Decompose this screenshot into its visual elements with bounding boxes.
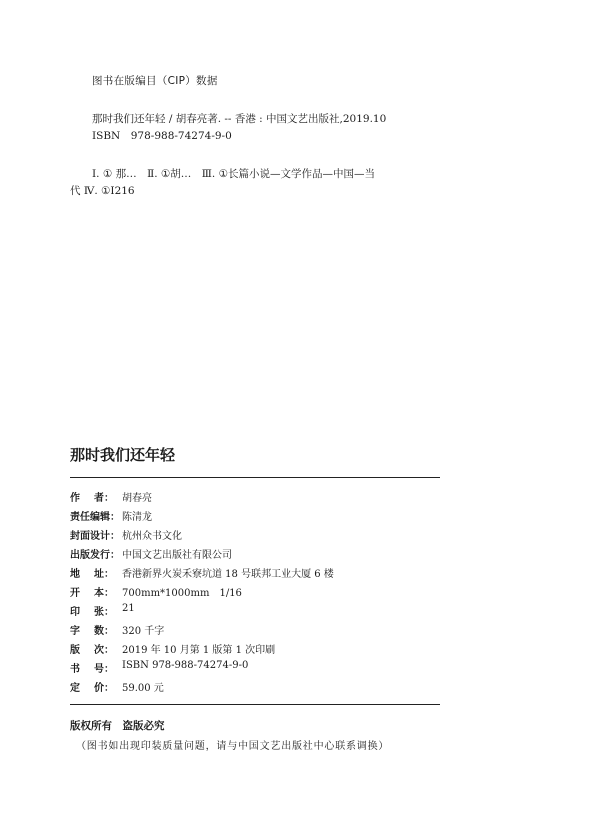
info-label: 作 者： — [70, 493, 114, 504]
info-label: 封面设计： — [70, 531, 120, 542]
info-value: 杭州众书文化 — [122, 531, 182, 542]
info-value: ISBN 978-988-74274-9-0 — [122, 660, 249, 671]
cip-classification-line: Ⅰ. ① 那… Ⅱ. ①胡… Ⅲ. ①长篇小说—文学作品—中国—当 — [92, 168, 376, 180]
cip-classification-line-cont: 代 Ⅳ. ①I216 — [70, 185, 135, 197]
info-row-isbn — [70, 660, 248, 675]
info-value: 香港新界火炭禾寮坑道 18 号联邦工业大厦 6 楼 — [122, 569, 334, 580]
info-label: 定 价： — [70, 683, 114, 694]
info-value: 320 千字 — [122, 626, 165, 637]
info-label: 责任编辑： — [70, 512, 120, 523]
info-label: 地 址： — [70, 569, 114, 580]
info-row-format — [70, 584, 242, 599]
info-value: 21 — [122, 603, 135, 614]
info-row-price — [70, 679, 164, 694]
title-rule — [70, 477, 440, 478]
info-label: 印 张： — [70, 607, 114, 618]
info-row-sheets — [70, 603, 135, 618]
info-value: 59.00 元 — [122, 683, 164, 694]
info-label: 开 本： — [70, 588, 114, 599]
info-label: 书 号： — [70, 664, 114, 675]
info-row-author — [70, 489, 152, 504]
info-row-editor — [70, 508, 152, 523]
info-row-edition — [70, 641, 275, 656]
info-value: 2019 年 10 月第 1 版第 1 次印刷 — [122, 645, 276, 656]
info-rule — [70, 704, 440, 705]
cip-heading: 图书在版编目（CIP）数据 — [92, 75, 218, 87]
info-value: 中国文艺出版社有限公司 — [122, 550, 232, 561]
copyright-notice: 版权所有 盗版必究 — [70, 720, 165, 732]
info-row-publisher — [70, 546, 232, 561]
info-label: 版 次： — [70, 645, 114, 656]
info-value: 陈清龙 — [122, 512, 152, 523]
info-label: 字 数： — [70, 626, 114, 637]
info-row-cover-design — [70, 527, 182, 542]
info-row-address — [70, 565, 334, 580]
info-row-word-count — [70, 622, 164, 637]
info-value: 胡春亮 — [122, 493, 152, 504]
cip-title-line: 那时我们还年轻 / 胡春亮著. -- 香港 : 中国文艺出版社,2019.10 — [92, 113, 387, 125]
info-label: 出版发行： — [70, 550, 120, 561]
info-value: 700mm*1000mm 1/16 — [122, 588, 242, 599]
book-title: 那时我们还年轻 — [70, 446, 176, 464]
quality-note: （图书如出现印装质量问题，请与中国文艺出版社中心联系调换） — [76, 741, 390, 752]
cip-isbn-line: ISBN 978-988-74274-9-0 — [92, 130, 232, 142]
